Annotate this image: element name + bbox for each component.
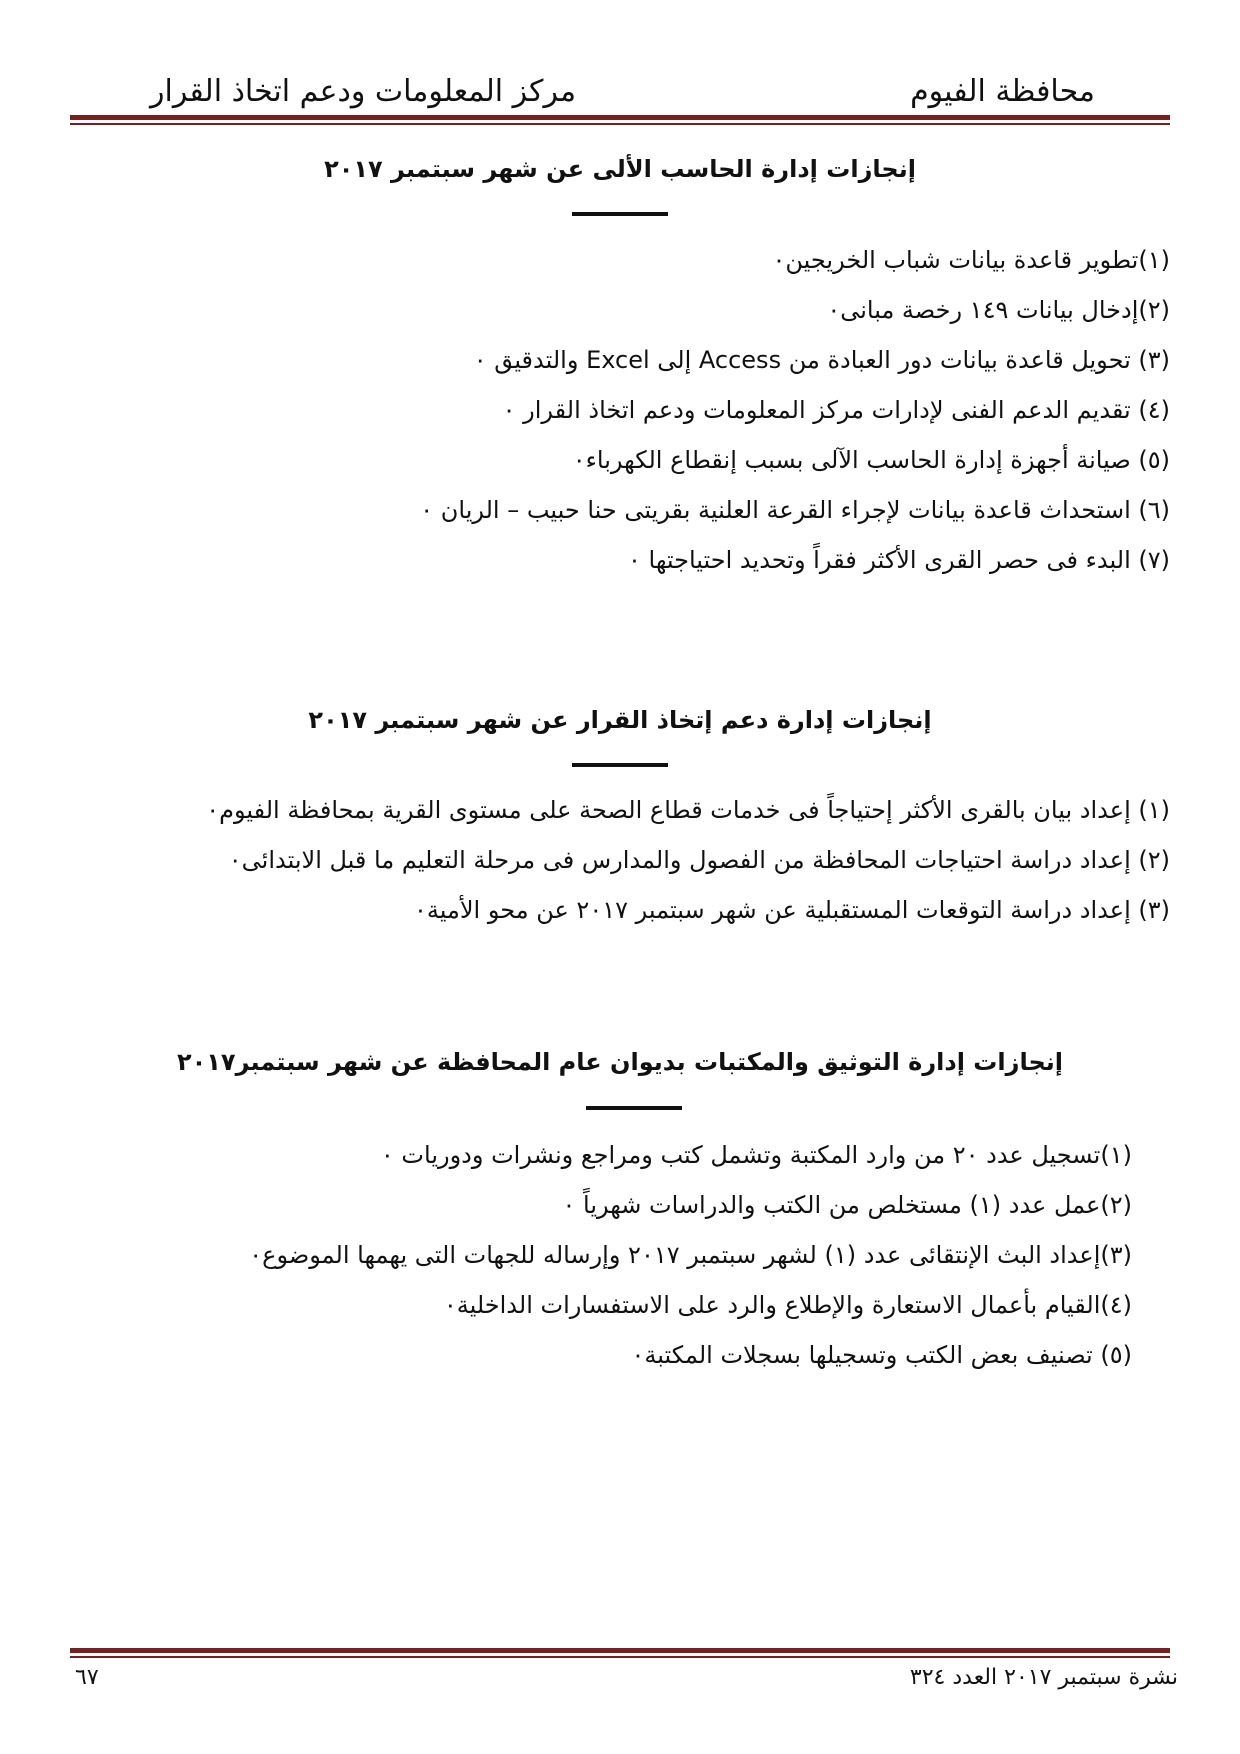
header-rule-thin	[70, 123, 1170, 125]
footer-rule-thin	[70, 1656, 1170, 1658]
list-item: (١)تطوير قاعدة بيانات شباب الخريجين٠	[772, 246, 1170, 274]
list-item: (١) إعداد بيان بالقرى الأكثر إحتياجاً فى خدمات قطاع الصحة على مستوى القرية بمحافظة الفيوم٠	[206, 796, 1170, 824]
list-item: (٣) إعداد دراسة التوقعات المستقبلية عن شهر سبتمبر ٢٠١٧ عن محو الأمية٠	[413, 896, 1170, 924]
section-title-documentation-libraries: إنجازات إدارة التوثيق والمكتبات بديوان عام المحافظة عن شهر سبتمبر٢٠١٧	[176, 1048, 1063, 1076]
list-item: (٢) إعداد دراسة احتياجات المحافظة من الفصول والمدارس فى مرحلة التعليم ما قبل الابتدائى٠	[228, 846, 1170, 874]
section-title-decision-support: إنجازات إدارة دعم إتخاذ القرار عن شهر سبتمبر ٢٠١٧	[308, 706, 932, 734]
list-item: (٣) تحويل قاعدة بيانات دور العبادة من Access إلى Excel والتدقيق ٠	[473, 346, 1170, 374]
section-list-documentation-libraries	[249, 1130, 1132, 1380]
list-item: (٤)القيام بأعمال الاستعارة والإطلاع والرد على الاستفسارات الداخلية٠	[443, 1291, 1132, 1319]
section-title-underline	[572, 763, 668, 767]
footer-rule-thick	[70, 1648, 1170, 1653]
header-rule-thick	[70, 115, 1170, 120]
list-item: (٦) استحداث قاعدة بيانات لإجراء القرعة العلنية بقريتى حنا حبيب – الريان ٠	[420, 496, 1170, 524]
list-item: (١)تسجيل عدد ٢٠ من وارد المكتبة وتشمل كتب ومراجع ونشرات ودوريات ٠	[380, 1141, 1132, 1169]
list-item: (٥) صيانة أجهزة إدارة الحاسب الآلى بسبب إنقطاع الكهرباء٠	[572, 446, 1170, 474]
list-item: (٥) تصنيف بعض الكتب وتسجيلها بسجلات المكتبة٠	[631, 1341, 1132, 1369]
section-list-computer-dept	[420, 235, 1170, 585]
section-title-underline	[572, 212, 668, 216]
list-item: (٧) البدء فى حصر القرى الأكثر فقراً وتحديد احتياجتها ٠	[628, 546, 1170, 574]
footer-bulletin-info: نشرة سبتمبر ٢٠١٧ العدد ٣٢٤	[909, 1665, 1178, 1690]
header-center-name: مركز المعلومات ودعم اتخاذ القرار	[150, 74, 577, 109]
list-item: (٢)عمل عدد (١) مستخلص من الكتب والدراسات شهرياً ٠	[562, 1191, 1132, 1219]
list-item: (٤) تقديم الدعم الفنى لإدارات مركز المعلومات ودعم اتخاذ القرار ٠	[502, 396, 1170, 424]
page-number: ٦٧	[75, 1665, 99, 1690]
section-title-computer-dept: إنجازات إدارة الحاسب الألى عن شهر سبتمبر ٢٠١٧	[324, 155, 916, 183]
section-list-decision-support	[206, 785, 1170, 935]
list-item: (٣)إعداد البث الإنتقائى عدد (١) لشهر سبتمبر ٢٠١٧ وإرساله للجهات التى يهمها الموضوع٠	[249, 1241, 1132, 1269]
list-item: (٢)إدخال بيانات ١٤٩ رخصة مبانى٠	[827, 296, 1170, 324]
section-title-underline	[586, 1106, 682, 1110]
header-governorate: محافظة الفيوم	[910, 74, 1095, 109]
